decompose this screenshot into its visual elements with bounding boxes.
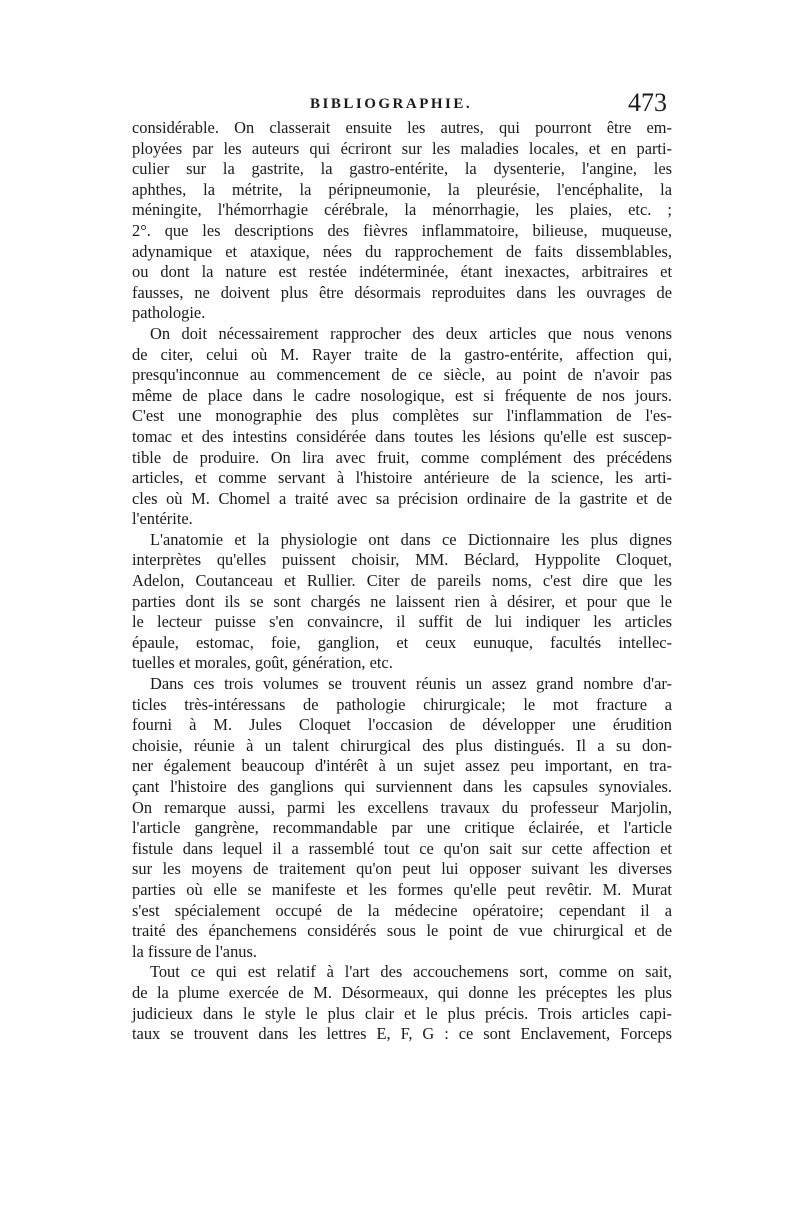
text-line: même de place dans le cadre nosologique, est si fréquente de nos jours. bbox=[132, 385, 672, 405]
text-line: On remarque aussi, parmi les excellens travaux du professeur Marjolin, bbox=[132, 797, 672, 817]
text-line: le lecteur puisse s'en convaincre, il suffit de lui indiquer les articles bbox=[132, 612, 672, 632]
text-line: fausses, ne doivent plus être désormais reproduites dans les ouvrages de bbox=[132, 282, 672, 302]
text-line: presqu'inconnue au commencement de ce siècle, au point de n'avoir pas bbox=[132, 365, 672, 385]
text-line: considérable. On classerait ensuite les autres, qui pourront être em- bbox=[132, 118, 672, 137]
text-line: ou dont la nature est restée indéterminée, étant inexactes, arbitraires et bbox=[132, 262, 672, 282]
text-line: la fissure de l'anus. bbox=[132, 941, 257, 961]
text-line: cles où M. Chomel a traité avec sa précision ordinaire de la gastrite et de bbox=[132, 488, 672, 508]
text-line: Tout ce qui est relatif à l'art des accouchemens sort, comme on sait, bbox=[150, 962, 672, 982]
text-line: l'entérite. bbox=[132, 509, 193, 529]
text-line: fistule dans lequel il a rassemblé tout ce qu'on sait sur cette affection et bbox=[132, 838, 672, 858]
text-line: On doit nécessairement rapprocher des deux articles que nous venons bbox=[150, 323, 672, 343]
text-line: interprètes qu'elles puissent choisir, MM. Béclard, Hyppolite Cloquet, bbox=[132, 550, 672, 570]
text-line: tible de produire. On lira avec fruit, comme complément des précédens bbox=[132, 447, 672, 467]
text-line: adynamique et ataxique, nées du rapprochement de faits dissemblables, bbox=[132, 241, 672, 261]
text-line: parties dont ils se sont chargés ne laissent rien à désirer, et pour que le bbox=[132, 591, 672, 611]
text-line: aphthes, la métrite, la péripneumonie, la pleurésie, l'encéphalite, la bbox=[132, 179, 672, 199]
page-number: 473 bbox=[628, 88, 667, 117]
text-line: ployées par les auteurs qui écriront sur les maladies locales, et en parti- bbox=[132, 138, 672, 158]
text-line: culier sur la gastrite, la gastro-entérite, la dysenterie, l'angine, les bbox=[132, 159, 672, 179]
text-line: s'est spécialement occupé de la médecine opératoire; cependant il a bbox=[132, 900, 672, 920]
text-line: parties où elle se manifeste et les formes qu'elle peut revêtir. M. Murat bbox=[132, 879, 672, 899]
text-line: l'article gangrène, recommandable par une critique éclairée, et l'article bbox=[132, 818, 672, 838]
text-line: ner également beaucoup d'intérêt à un sujet assez peu important, en tra- bbox=[132, 756, 672, 776]
text-line: méningite, l'hémorrhagie cérébrale, la ménorrhagie, les plaies, etc. ; bbox=[132, 200, 672, 220]
text-line: articles, et comme servant à l'histoire antérieure de la science, les arti- bbox=[132, 468, 672, 488]
text-line: tuelles et morales, goût, génération, etc. bbox=[132, 653, 393, 673]
text-line: tomac et des intestins considérée dans toutes les lésions qu'elle est suscep- bbox=[132, 426, 672, 446]
text-line: taux se trouvent dans les lettres E, F, G : ce sont Enclavement, Forceps bbox=[132, 1024, 672, 1044]
text-line: pathologie. bbox=[132, 303, 206, 323]
text-line: ticles très-intéressans de pathologie chirurgicale; le mot fracture a bbox=[132, 694, 672, 714]
text-line: judicieux dans le style le plus clair et le plus précis. Trois articles capi- bbox=[132, 1003, 672, 1023]
text-line: 2°. que les descriptions des fièvres inflammatoire, bilieuse, muqueuse, bbox=[132, 220, 672, 240]
text-line: çant l'histoire des ganglions qui surviennent dans les capsules synoviales. bbox=[132, 777, 672, 796]
text-line: fourni à M. Jules Cloquet l'occasion de développer une érudition bbox=[132, 715, 672, 735]
text-line: L'anatomie et la physiologie ont dans ce Dictionnaire les plus dignes bbox=[150, 529, 672, 549]
text-line: C'est une monographie des plus complètes sur l'inflammation de l'es- bbox=[132, 406, 672, 426]
text-line: de citer, celui où M. Rayer traite de la gastro-entérite, affection qui, bbox=[132, 344, 672, 364]
text-line: choisie, réunie à un talent chirurgical des plus distingués. Il a su don- bbox=[132, 735, 672, 755]
body-text bbox=[132, 118, 672, 1045]
text-line: Dans ces trois volumes se trouvent réunis un assez grand nombre d'ar- bbox=[150, 674, 672, 694]
text-line: de la plume exercée de M. Désormeaux, qui donne les préceptes les plus bbox=[132, 982, 672, 1002]
text-line: traité des épanchemens considérés sous le point de vue chirurgical et de bbox=[132, 921, 672, 941]
running-title: BIBLIOGRAPHIE. bbox=[310, 96, 473, 112]
text-line: sur les moyens de traitement qu'on peut lui opposer suivant les diverses bbox=[132, 859, 672, 879]
text-line: épaule, estomac, foie, ganglion, et ceux eunuque, facultés intellec- bbox=[132, 632, 672, 652]
text-line: Adelon, Coutanceau et Rullier. Citer de pareils noms, c'est dire que les bbox=[132, 571, 672, 591]
